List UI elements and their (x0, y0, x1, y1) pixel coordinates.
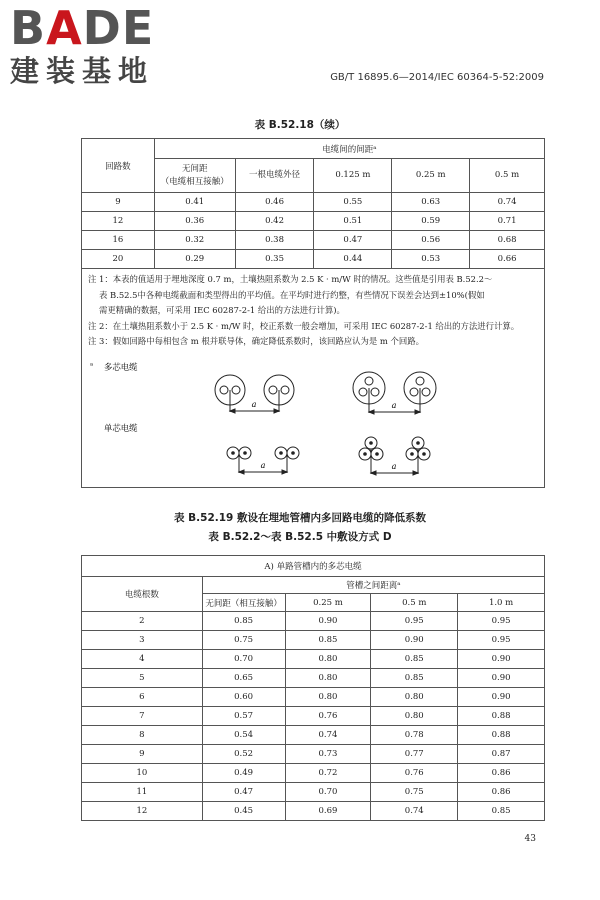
table2-subheader: 无间距（相互接触） (202, 594, 285, 612)
table2-header-duct-spacing: 管槽之间距离ᵃ (202, 577, 544, 594)
table-cell: 9 (82, 193, 155, 212)
note-line: 表 B.52.5中各种电缆截面和类型得出的平均值。在平均时进行约整，有些情况下误差会达到±10%(假如 (99, 289, 485, 300)
table-cell: 0.95 (458, 631, 545, 650)
table-cell: 0.53 (392, 250, 470, 269)
table-cell: 0.86 (458, 764, 545, 783)
table1-caption: 表 B.52.18（续） (254, 119, 346, 131)
table-cell: 7 (82, 707, 203, 726)
table1-subheader: 0.125 m (314, 159, 392, 193)
table1 (81, 138, 545, 269)
table-cell: 0.90 (285, 612, 371, 631)
table-cell: 0.88 (458, 707, 545, 726)
table1-header-spacing: 电缆间的间距ᵃ (154, 139, 544, 159)
table-cell: 0.32 (154, 231, 235, 250)
table-cell: 0.44 (314, 250, 392, 269)
table-cell: 0.45 (202, 802, 285, 821)
table-cell: 0.90 (371, 631, 458, 650)
table-row (82, 745, 545, 764)
table-cell: 0.52 (202, 745, 285, 764)
table2-caption-line2: 表 B.52.2～表 B.52.5 中敷设方式 D (208, 531, 392, 543)
table-cell: 0.76 (285, 707, 371, 726)
table-row (82, 726, 545, 745)
table-cell: 0.78 (371, 726, 458, 745)
table2-caption-line1: 表 B.52.19 敷设在埋地管槽内多回路电缆的降低系数 (173, 512, 426, 524)
table-cell: 11 (82, 783, 203, 802)
note-line: 需更精确的数据，可采用 IEC 60287-2-1 给出的方法进行计算)。 (99, 305, 345, 315)
table-cell: 0.38 (235, 231, 314, 250)
table-cell: 0.60 (202, 688, 285, 707)
table-cell: 0.95 (458, 612, 545, 631)
table1-notes-box (81, 266, 545, 488)
table-row (82, 612, 545, 631)
table-cell: 0.80 (285, 650, 371, 669)
table-cell: 0.47 (202, 783, 285, 802)
table-cell: 0.36 (154, 212, 235, 231)
spacing-label-2: a (391, 401, 397, 410)
table-cell: 3 (82, 631, 203, 650)
table-row (82, 783, 545, 802)
table1-header-circuits: 回路数 (82, 139, 155, 193)
table-cell: 0.74 (470, 193, 545, 212)
table-cell: 0.73 (285, 745, 371, 764)
table-row (82, 212, 545, 231)
table-cell: 0.75 (371, 783, 458, 802)
spacing-label-3: a (260, 461, 266, 470)
spacing-label-4: a (391, 462, 397, 471)
table-cell: 0.72 (285, 764, 371, 783)
table-cell: 0.88 (458, 726, 545, 745)
cable-spacing-figure (82, 266, 546, 488)
table-cell: 0.80 (371, 688, 458, 707)
table-cell: 0.56 (392, 231, 470, 250)
table-cell: 0.80 (371, 707, 458, 726)
table-cell: 0.76 (371, 764, 458, 783)
table-cell: 9 (82, 745, 203, 764)
table-cell: 0.87 (458, 745, 545, 764)
footnote-mark: ᵃ (90, 361, 94, 370)
table-cell: 0.29 (154, 250, 235, 269)
table-cell: 0.95 (371, 612, 458, 631)
note-line: 注 1：本表的值适用于埋地深度 0.7 m，土壤热阻系数为 2.5 K · m/W 时的情况。这些值是引用表 B.52.2～ (88, 274, 493, 284)
table-row (82, 707, 545, 726)
table-cell: 0.70 (285, 783, 371, 802)
table1-subheader: 无间距 （电缆相互接触） (154, 159, 235, 193)
table-cell: 10 (82, 764, 203, 783)
single-core-label: 单芯电缆 (104, 423, 138, 433)
table-cell: 0.80 (285, 669, 371, 688)
table-cell: 0.70 (202, 650, 285, 669)
note-line: 注 3：假如回路中每相包含 m 根并联导体，确定降低系数时，该回路应认为是 m 个回路。 (88, 336, 425, 346)
table2-subheader: 0.5 m (371, 594, 458, 612)
table-cell: 0.46 (235, 193, 314, 212)
table-cell: 0.55 (314, 193, 392, 212)
table-row (82, 802, 545, 821)
single-core-dots-1 (231, 451, 295, 455)
logo (10, 1, 155, 88)
table-cell: 0.63 (392, 193, 470, 212)
table-cell: 0.80 (285, 688, 371, 707)
table-cell: 5 (82, 669, 203, 688)
table-cell: 12 (82, 212, 155, 231)
single-core-pair-1 (227, 447, 299, 459)
table-cell: 0.57 (202, 707, 285, 726)
table-cell: 0.77 (371, 745, 458, 764)
table-cell: 0.71 (470, 212, 545, 231)
table-cell: 0.41 (154, 193, 235, 212)
table-cell: 0.85 (202, 612, 285, 631)
table-cell: 0.59 (392, 212, 470, 231)
table-cell: 0.90 (458, 650, 545, 669)
table-cell: 0.49 (202, 764, 285, 783)
table-cell: 0.35 (235, 250, 314, 269)
table-cell: 0.65 (202, 669, 285, 688)
table-cell: 0.54 (202, 726, 285, 745)
page-number: 43 (524, 834, 536, 844)
table-cell: 12 (82, 802, 203, 821)
table-row (82, 631, 545, 650)
logo-wordmark: BADE (10, 1, 155, 55)
table-cell: 0.42 (235, 212, 314, 231)
table1-subheader: 一根电缆外径 (235, 159, 314, 193)
table2-subheader: 0.25 m (285, 594, 371, 612)
table-cell: 0.74 (371, 802, 458, 821)
table-cell: 4 (82, 650, 203, 669)
table-cell: 0.51 (314, 212, 392, 231)
table-cell: 0.75 (202, 631, 285, 650)
table-cell: 16 (82, 231, 155, 250)
table-cell: 0.74 (285, 726, 371, 745)
spacing-label-1: a (251, 400, 257, 409)
table1-subheader: 0.25 m (392, 159, 470, 193)
table-cell: 8 (82, 726, 203, 745)
table2-subheader: 1.0 m (458, 594, 545, 612)
table-cell: 20 (82, 250, 155, 269)
multi-core-label: 多芯电缆 (104, 362, 138, 372)
table-cell: 0.47 (314, 231, 392, 250)
table2-header-cable-count: 电缆根数 (82, 577, 203, 612)
table-row (82, 764, 545, 783)
table-row (82, 688, 545, 707)
table-cell: 0.68 (470, 231, 545, 250)
single-core-trefoil-pair (359, 437, 430, 460)
table-cell: 0.86 (458, 783, 545, 802)
table2-section-title: A) 单路管槽内的多芯电缆 (82, 556, 545, 577)
note-line: 注 2：在土壤热阻系数小于 2.5 K · m/W 时，校正系数一般会增加，可采用 IEC 60287-2-1 给出的方法进行计算。 (88, 320, 520, 331)
table-cell: 2 (82, 612, 203, 631)
table-row (82, 650, 545, 669)
table-row (82, 193, 545, 212)
table-cell: 0.85 (285, 631, 371, 650)
table1-subheader: 0.5 m (470, 159, 545, 193)
table-cell: 0.69 (285, 802, 371, 821)
table-row (82, 231, 545, 250)
table-cell: 0.90 (458, 669, 545, 688)
standard-code: GB/T 16895.6—2014/IEC 60364-5-52:2009 (330, 72, 544, 83)
table2 (81, 555, 545, 821)
table-cell: 0.85 (458, 802, 545, 821)
table-row (82, 669, 545, 688)
table-cell: 0.90 (458, 688, 545, 707)
logo-chinese: 建装基地 (10, 54, 155, 88)
table-cell: 0.85 (371, 650, 458, 669)
table-cell: 0.85 (371, 669, 458, 688)
table-cell: 6 (82, 688, 203, 707)
table-cell: 0.66 (470, 250, 545, 269)
